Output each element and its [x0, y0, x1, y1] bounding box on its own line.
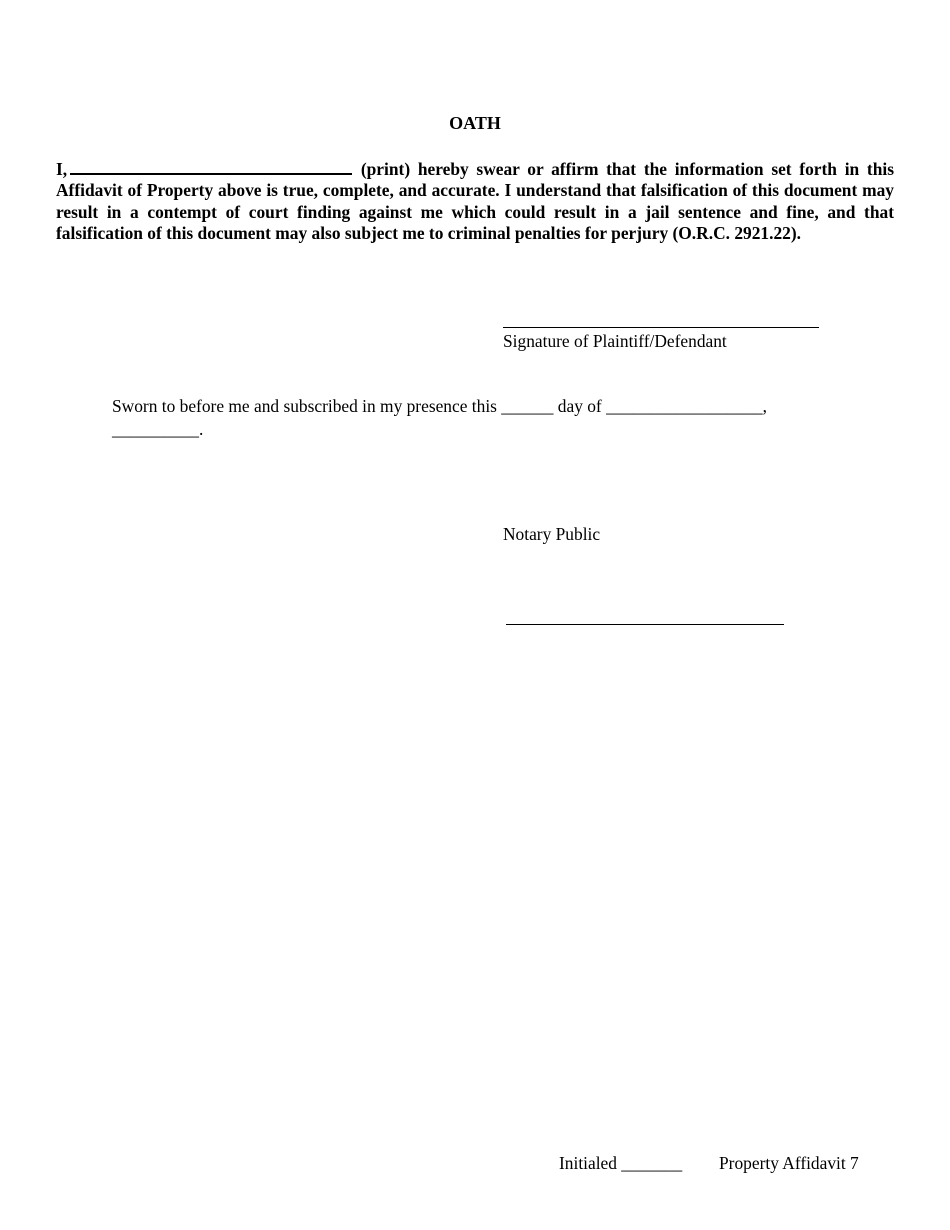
oath-paragraph: [56, 159, 894, 244]
signature-label: Signature of Plaintiff/Defendant: [503, 331, 727, 351]
notary-public-label: Notary Public: [503, 524, 601, 544]
notary-signature-line[interactable]: [506, 612, 784, 625]
footer-page-label: Property Affidavit 7: [719, 1153, 859, 1173]
print-name-blank[interactable]: [70, 159, 352, 175]
sworn-year-blank: __________.: [112, 419, 204, 439]
sworn-statement: Sworn to before me and subscribed in my presence this ______ day of __________________,: [112, 396, 767, 416]
footer-initialed: Initialed _______: [559, 1153, 683, 1173]
oath-prefix: I,: [56, 159, 68, 179]
document-title: OATH: [449, 113, 501, 133]
oath-body: (print) hereby swear or affirm that the information set forth in this Affidavit of Property above is true, complete, and accurate. I understand that falsification of this document may result in a contempt of court finding against me which could result in a jail sentence and fine, and that falsification of this document may also subject me to criminal penalties for perjury (O.R.C. 2921.22).: [56, 159, 894, 243]
signature-line[interactable]: [503, 315, 819, 328]
